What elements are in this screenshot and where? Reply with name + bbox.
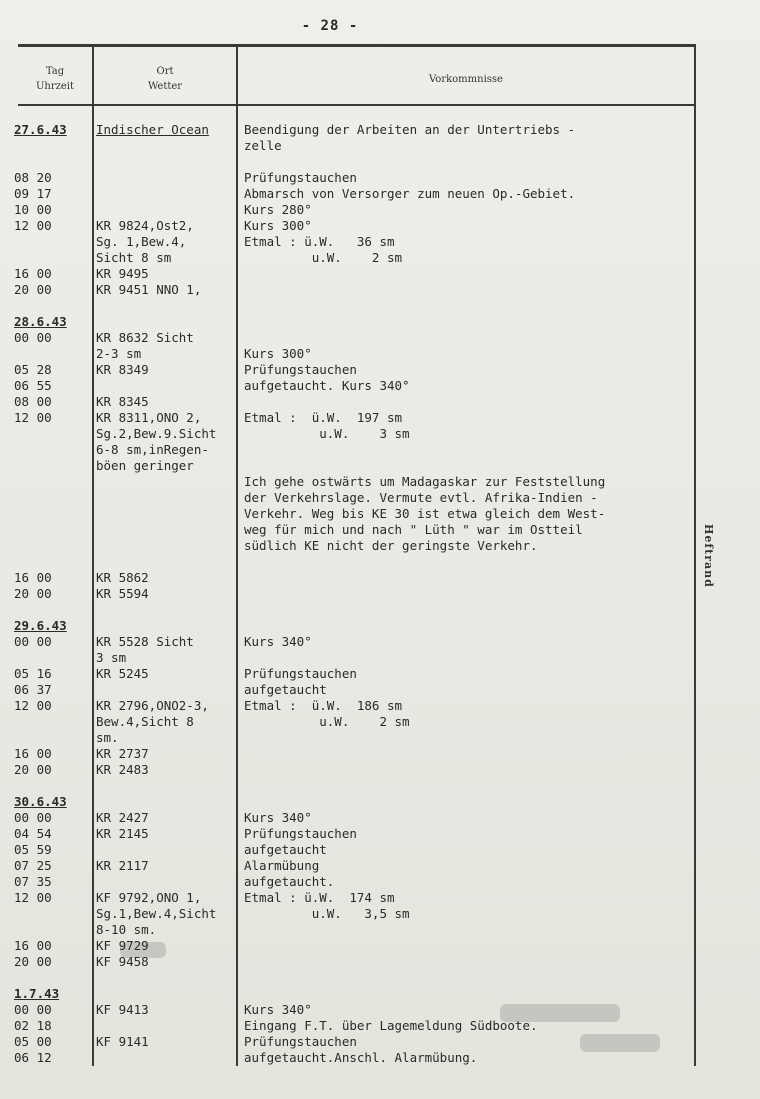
- table-row: [0, 602, 700, 618]
- entry-event: Kurs 300°: [244, 218, 312, 233]
- entry-place: KF 9413: [96, 1002, 149, 1017]
- entry-date: 28.6.43: [14, 314, 67, 329]
- table-row: [0, 154, 700, 170]
- entry-place: 3 sm: [96, 650, 127, 665]
- table-row: [0, 362, 700, 378]
- scan-smudge: [500, 1004, 620, 1022]
- table-row: [0, 474, 700, 490]
- entry-place: Indischer Ocean: [96, 122, 209, 137]
- table-row: [0, 986, 700, 1002]
- entry-place: Bew.4,Sicht 8: [96, 714, 194, 729]
- table-row: [0, 234, 700, 250]
- entry-event: Prüfungstauchen: [244, 362, 357, 377]
- entry-event: Eingang F.T. über Lagemeldung Südboote.: [244, 1018, 538, 1033]
- entry-event: der Verkehrslage. Vermute evtl. Afrika-Indien -: [244, 490, 598, 505]
- entry-place: Sg. 1,Bew.4,: [96, 234, 187, 249]
- entry-place: 6-8 sm,inRegen-: [96, 442, 209, 457]
- entry-time: 16 00: [14, 266, 52, 281]
- table-row: [0, 730, 700, 746]
- entry-time: 05 00: [14, 1034, 52, 1049]
- table-row: [0, 1050, 700, 1066]
- table-row: [0, 138, 700, 154]
- page-number: - 28 -: [301, 18, 359, 34]
- table-row: [0, 586, 700, 602]
- table-row: [0, 170, 700, 186]
- entry-date: 27.6.43: [14, 122, 67, 137]
- entry-place: KR 5594: [96, 586, 149, 601]
- entry-place: 8-10 sm.: [96, 922, 157, 937]
- table-row: [0, 394, 700, 410]
- entry-event: Prüfungstauchen: [244, 666, 357, 681]
- entry-event: Verkehr. Weg bis KE 30 ist etwa gleich dem West-: [244, 506, 606, 521]
- entry-event: u.W. 3,5 sm: [244, 906, 410, 921]
- table-row: [0, 762, 700, 778]
- entry-place: KR 2427: [96, 810, 149, 825]
- table-row: [0, 810, 700, 826]
- table-row: [0, 906, 700, 922]
- entry-event: Etmal : ü.W. 36 sm: [244, 234, 395, 249]
- entry-place: KF 9458: [96, 954, 149, 969]
- entry-event: Prüfungstauchen: [244, 1034, 357, 1049]
- table-row: [0, 842, 700, 858]
- entry-place: KR 2145: [96, 826, 149, 841]
- entry-place: KF 9792,ONO 1,: [96, 890, 202, 905]
- table-row: [0, 698, 700, 714]
- table-row: [0, 378, 700, 394]
- entry-event: Prüfungstauchen: [244, 826, 357, 841]
- table-row: [0, 858, 700, 874]
- header-day-label: Tag: [45, 66, 65, 77]
- entry-place: KR 8345: [96, 394, 149, 409]
- entry-place: KR 8349: [96, 362, 149, 377]
- table-row: [0, 346, 700, 362]
- table-row: [0, 330, 700, 346]
- table-row: [0, 298, 700, 314]
- entry-place: KF 9729: [96, 938, 149, 953]
- table-row: [0, 410, 700, 426]
- entry-time: 07 25: [14, 858, 52, 873]
- entry-event: aufgetaucht: [244, 842, 327, 857]
- entry-time: 20 00: [14, 954, 52, 969]
- table-row: [0, 826, 700, 842]
- entry-place: KR 5528 Sicht: [96, 634, 194, 649]
- table-row: [0, 746, 700, 762]
- entry-time: 04 54: [14, 826, 52, 841]
- table-row: [0, 874, 700, 890]
- entry-time: 20 00: [14, 282, 52, 297]
- table-row: [0, 122, 700, 138]
- table-row: [0, 938, 700, 954]
- entry-time: 09 17: [14, 186, 52, 201]
- entry-time: 00 00: [14, 634, 52, 649]
- entry-time: 05 59: [14, 842, 52, 857]
- header-day-time: [18, 64, 92, 94]
- entry-place: KR 2117: [96, 858, 149, 873]
- entry-event: Kurs 300°: [244, 346, 312, 361]
- entry-place: KR 2483: [96, 762, 149, 777]
- entry-event: Etmal : ü.W. 197 sm: [244, 410, 403, 425]
- entry-event: Kurs 340°: [244, 634, 312, 649]
- entry-time: 12 00: [14, 698, 52, 713]
- entry-time: 06 55: [14, 378, 52, 393]
- entry-event: Abmarsch von Versorger zum neuen Op.-Gebiet.: [244, 186, 576, 201]
- table-row: [0, 970, 700, 986]
- entry-event: Prüfungstauchen: [244, 170, 357, 185]
- table-row: [0, 218, 700, 234]
- table-row: [0, 666, 700, 682]
- table-row: [0, 634, 700, 650]
- entry-place: böen geringer: [96, 458, 194, 473]
- table-row: [0, 954, 700, 970]
- header-weather-label: Wetter: [147, 81, 183, 92]
- entry-time: 05 16: [14, 666, 52, 681]
- table-row: [0, 266, 700, 282]
- entry-event: aufgetaucht: [244, 682, 327, 697]
- entry-event: u.W. 2 sm: [244, 714, 410, 729]
- table-row: [0, 506, 700, 522]
- entry-time: 16 00: [14, 746, 52, 761]
- entry-event: Kurs 280°: [244, 202, 312, 217]
- table-row: [0, 250, 700, 266]
- entry-time: 16 00: [14, 570, 52, 585]
- entry-time: 02 18: [14, 1018, 52, 1033]
- table-row: [0, 778, 700, 794]
- entry-event: u.W. 2 sm: [244, 250, 403, 265]
- margin-label: Heftrand: [702, 524, 715, 588]
- scan-smudge: [120, 942, 166, 958]
- header-place-weather: [94, 64, 236, 94]
- entry-place: Sg.2,Bew.9.Sicht: [96, 426, 217, 441]
- entry-place: KR 8311,ONO 2,: [96, 410, 202, 425]
- entry-event: aufgetaucht. Kurs 340°: [244, 378, 410, 393]
- entry-event: Etmal : ü.W. 186 sm: [244, 698, 403, 713]
- entry-place: KR 8632 Sicht: [96, 330, 194, 345]
- entry-event: weg für mich und nach " Lüth " war im Ostteil: [244, 522, 583, 537]
- header-bottom-rule: [18, 104, 696, 106]
- entry-time: 05 28: [14, 362, 52, 377]
- table-row: [0, 314, 700, 330]
- entry-time: 12 00: [14, 410, 52, 425]
- entry-date: 1.7.43: [14, 986, 60, 1001]
- entry-place: Sicht 8 sm: [96, 250, 172, 265]
- entry-event: aufgetaucht.Anschl. Alarmübung.: [244, 1050, 478, 1065]
- entry-time: 07 35: [14, 874, 52, 889]
- entry-place: KR 9495: [96, 266, 149, 281]
- table-row: [0, 538, 700, 554]
- entry-event: u.W. 3 sm: [244, 426, 410, 441]
- entry-time: 20 00: [14, 762, 52, 777]
- table-row: [0, 570, 700, 586]
- table-row: [0, 522, 700, 538]
- table-row: [0, 554, 700, 570]
- entry-event: aufgetaucht.: [244, 874, 335, 889]
- scan-smudge: [580, 1034, 660, 1052]
- header-events-label: Vorkommnisse: [429, 74, 503, 85]
- table-row: [0, 202, 700, 218]
- table-row: [0, 794, 700, 810]
- entry-time: 12 00: [14, 890, 52, 905]
- entry-event: Kurs 340°: [244, 1002, 312, 1017]
- entry-time: 00 00: [14, 1002, 52, 1017]
- entry-time: 10 00: [14, 202, 52, 217]
- table-row: [0, 490, 700, 506]
- entry-place: KR 9451 NNO 1,: [96, 282, 202, 297]
- entry-event: südlich KE nicht der geringste Verkehr.: [244, 538, 538, 553]
- entry-time: 08 20: [14, 170, 52, 185]
- table-row: [0, 282, 700, 298]
- entry-place: KR 5245: [96, 666, 149, 681]
- header-place-label: Ort: [156, 66, 174, 77]
- entry-place: Sg.1,Bew.4,Sicht: [96, 906, 217, 921]
- table-row: [0, 618, 700, 634]
- table-row: [0, 442, 700, 458]
- log-rows: [0, 122, 700, 1065]
- entry-event: Ich gehe ostwärts um Madagaskar zur Feststellung: [244, 474, 606, 489]
- entry-date: 30.6.43: [14, 794, 67, 809]
- entry-event: Alarmübung: [244, 858, 320, 873]
- entry-place: KR 2737: [96, 746, 149, 761]
- entry-time: 12 00: [14, 218, 52, 233]
- table-row: [0, 426, 700, 442]
- table-top-rule: [18, 44, 696, 47]
- entry-time: 00 00: [14, 810, 52, 825]
- entry-time: 20 00: [14, 586, 52, 601]
- entry-event: zelle: [244, 138, 282, 153]
- entry-event: Kurs 340°: [244, 810, 312, 825]
- entry-time: 06 12: [14, 1050, 52, 1065]
- header-time-label: Uhrzeit: [35, 81, 75, 92]
- entry-place: KF 9141: [96, 1034, 149, 1049]
- table-row: [0, 922, 700, 938]
- entry-place: KR 5862: [96, 570, 149, 585]
- entry-time: 06 37: [14, 682, 52, 697]
- header-events: [238, 72, 694, 87]
- entry-event: Beendigung der Arbeiten an der Untertriebs -: [244, 122, 576, 137]
- table-row: [0, 890, 700, 906]
- entry-place: 2-3 sm: [96, 346, 142, 361]
- entry-time: 08 00: [14, 394, 52, 409]
- entry-event: Etmal : ü.W. 174 sm: [244, 890, 395, 905]
- entry-date: 29.6.43: [14, 618, 67, 633]
- entry-time: 00 00: [14, 330, 52, 345]
- table-row: [0, 186, 700, 202]
- entry-place: KR 2796,ONO2-3,: [96, 698, 209, 713]
- table-row: [0, 714, 700, 730]
- entry-time: 16 00: [14, 938, 52, 953]
- table-row: [0, 458, 700, 474]
- entry-place: sm.: [96, 730, 119, 745]
- entry-place: KR 9824,Ost2,: [96, 218, 194, 233]
- table-row: [0, 682, 700, 698]
- table-row: [0, 650, 700, 666]
